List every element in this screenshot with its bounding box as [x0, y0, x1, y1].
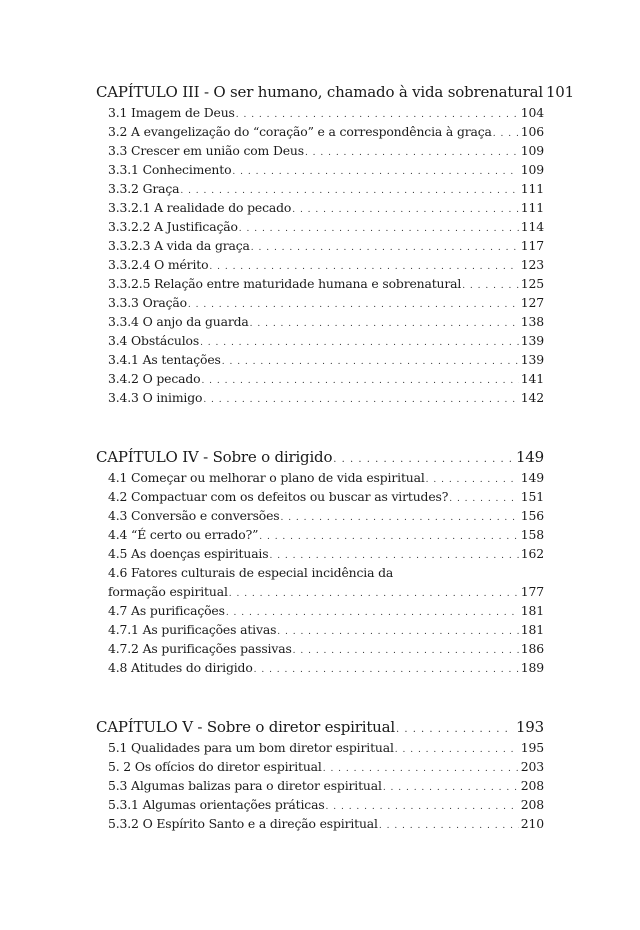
entry-title: 5.3 Algumas balizas para o diretor espiritual [108, 778, 382, 793]
entry-page-number: 208 [520, 797, 544, 812]
entry-page-number: 141 [520, 371, 544, 386]
toc-entry [96, 293, 544, 312]
toc-entry [96, 525, 544, 544]
toc-entry [96, 620, 544, 639]
entry-title: 3.1 Imagem de Deus [108, 105, 235, 120]
entry-title: 3.3.1 Conhecimento [108, 162, 232, 177]
entry-page-number: 111 [520, 200, 544, 215]
entry-page-number: 106 [520, 124, 544, 139]
toc-entry [96, 369, 544, 388]
entry-page-number: 127 [520, 295, 544, 310]
entry-page-number: 149 [520, 470, 544, 485]
dot-leader [396, 719, 514, 740]
entry-page-number: 109 [520, 143, 544, 158]
toc-entry [96, 388, 544, 407]
toc-entry [96, 757, 544, 776]
dot-leader [293, 642, 519, 661]
entry-title: 3.3.2.4 O mérito [108, 257, 209, 272]
entry-page-number: 186 [520, 641, 544, 656]
entry-title: 4.5 As doenças espirituais [108, 546, 269, 561]
entry-title: 4.7 As purificações [108, 603, 225, 618]
toc-entry [96, 658, 544, 677]
chapter-page-number: 101 [545, 83, 574, 101]
toc-entry [96, 795, 544, 814]
entry-page-number: 181 [520, 622, 544, 637]
dot-leader [254, 661, 519, 680]
entry-title: 3.4.1 As tentações [108, 352, 221, 367]
toc-entry [96, 255, 544, 274]
entry-page-number: 151 [520, 489, 544, 504]
dot-leader [203, 391, 518, 410]
toc-entry [96, 122, 544, 141]
toc-entry [96, 160, 544, 179]
toc-entry [96, 236, 544, 255]
dot-leader [305, 144, 519, 163]
entry-title: 3.4.2 O pecado [108, 371, 201, 386]
dot-leader [259, 528, 519, 547]
entry-page-number: 117 [520, 238, 544, 253]
entry-page-number: 162 [520, 546, 544, 561]
entry-page-number: 139 [520, 352, 544, 367]
chapter-5 [96, 717, 544, 833]
toc-entry [96, 468, 544, 487]
entry-page-number: 114 [520, 219, 544, 234]
chapter-title: CAPÍTULO IV - Sobre o dirigido [96, 448, 333, 466]
chapter-4 [96, 447, 544, 677]
dot-leader [229, 585, 519, 604]
entry-title: 3.3.4 O anjo da guarda [108, 314, 249, 329]
dot-leader [449, 490, 519, 509]
dot-leader [277, 623, 519, 642]
chapter-3 [96, 82, 574, 407]
chapter-title: CAPÍTULO V - Sobre o diretor espiritual [96, 718, 395, 736]
dot-leader [395, 741, 519, 760]
toc-entry [96, 331, 544, 350]
toc-entry [96, 198, 544, 217]
toc-entry [96, 639, 544, 658]
entry-page-number: 208 [520, 778, 544, 793]
entry-title: 5.3.1 Algumas orientações práticas [108, 797, 325, 812]
dot-leader [201, 372, 518, 391]
dot-leader [292, 201, 519, 220]
entry-page-number: 123 [520, 257, 544, 272]
entry-page-number: 125 [520, 276, 544, 291]
entry-page-number: 142 [520, 390, 544, 405]
entry-page-number: 177 [520, 584, 544, 599]
dot-leader [251, 239, 519, 258]
dot-leader [239, 220, 519, 239]
entry-title: 4.2 Compactuar com os defeitos ou buscar as virtudes? [108, 489, 449, 504]
entry-title: 4.4 “É certo ou errado?” [108, 527, 259, 542]
entry-page-number: 203 [520, 759, 544, 774]
toc-entry [96, 179, 544, 198]
dot-leader [280, 509, 518, 528]
entry-title: 3.3.3 Oração [108, 295, 187, 310]
entry-page-number: 210 [520, 816, 544, 831]
dot-leader [222, 353, 519, 372]
entry-title: 3.3.2.1 A realidade do pecado [108, 200, 292, 215]
entry-title: 3.3.2.2 A Justificação [108, 219, 238, 234]
entry-title: 3.3.2 Graça [108, 181, 180, 196]
entry-title: 3.3 Crescer em união com Deus [108, 143, 304, 158]
dot-leader [383, 779, 519, 798]
entry-title: 4.7.2 As purificações passivas [108, 641, 292, 656]
entry-page-number: 104 [520, 105, 544, 120]
entry-title-continued: formação espiritual [108, 584, 228, 599]
entry-title: 3.4 Obstáculos [108, 333, 200, 348]
toc-entry [96, 217, 544, 236]
dot-leader [232, 163, 518, 182]
toc-entry-wrapped [96, 563, 544, 601]
dot-leader [462, 277, 519, 296]
entry-title: 3.3.2.5 Relação entre maturidade humana e sobrenatural [108, 276, 462, 291]
entry-page-number: 181 [520, 603, 544, 618]
dot-leader [379, 817, 519, 836]
chapter-heading [96, 447, 544, 468]
entry-title: 3.3.2.3 A vida da graça [108, 238, 250, 253]
table-of-contents [96, 82, 574, 873]
entry-page-number: 158 [520, 527, 544, 542]
toc-entry [96, 814, 544, 833]
entry-page-number: 139 [520, 333, 544, 348]
toc-entry [96, 274, 544, 293]
entry-title: 4.1 Começar ou melhorar o plano de vida espiritual [108, 470, 425, 485]
entry-page-number: 156 [520, 508, 544, 523]
entry-page-number: 138 [520, 314, 544, 329]
entry-title: 4.6 Fatores culturais de especial incidência da [108, 565, 394, 580]
entry-title: 4.8 Atitudes do dirigido [108, 660, 253, 675]
entry-page-number: 195 [520, 740, 544, 755]
entry-title: 5.1 Qualidades para um bom diretor espiritual [108, 740, 394, 755]
toc-entry [96, 506, 544, 525]
entry-page-number: 111 [520, 181, 544, 196]
dot-leader [200, 334, 519, 353]
entry-title: 3.2 A evangelização do “coração” e a correspondência à graça [108, 124, 492, 139]
dot-leader [250, 315, 519, 334]
chapter-page-number: 149 [515, 448, 544, 466]
chapter-page-number: 193 [515, 718, 544, 736]
toc-entry [96, 776, 544, 795]
entry-title: 4.7.1 As purificações ativas [108, 622, 277, 637]
chapter-heading [96, 717, 544, 738]
toc-entry [96, 350, 544, 369]
entry-title: 5.3.2 O Espírito Santo e a direção espiritual [108, 816, 378, 831]
chapter-heading [96, 82, 574, 103]
entry-page-number: 189 [520, 660, 544, 675]
entry-title: 5. 2 Os ofícios do diretor espiritual [108, 759, 322, 774]
chapter-title: CAPÍTULO III - O ser humano, chamado à vida sobrenatural [96, 83, 543, 101]
toc-entry [96, 738, 544, 757]
toc-entry [96, 312, 544, 331]
entry-page-number: 109 [520, 162, 544, 177]
entry-title: 3.4.3 O inimigo [108, 390, 203, 405]
dot-leader [493, 125, 519, 144]
toc-entry [96, 544, 544, 563]
entry-continuation [108, 582, 544, 601]
toc-entry [96, 141, 544, 160]
entry-title: 4.3 Conversão e conversões [108, 508, 280, 523]
toc-entry [96, 601, 544, 620]
dot-leader [333, 449, 514, 470]
toc-entry [96, 487, 544, 506]
toc-entry [96, 103, 544, 122]
